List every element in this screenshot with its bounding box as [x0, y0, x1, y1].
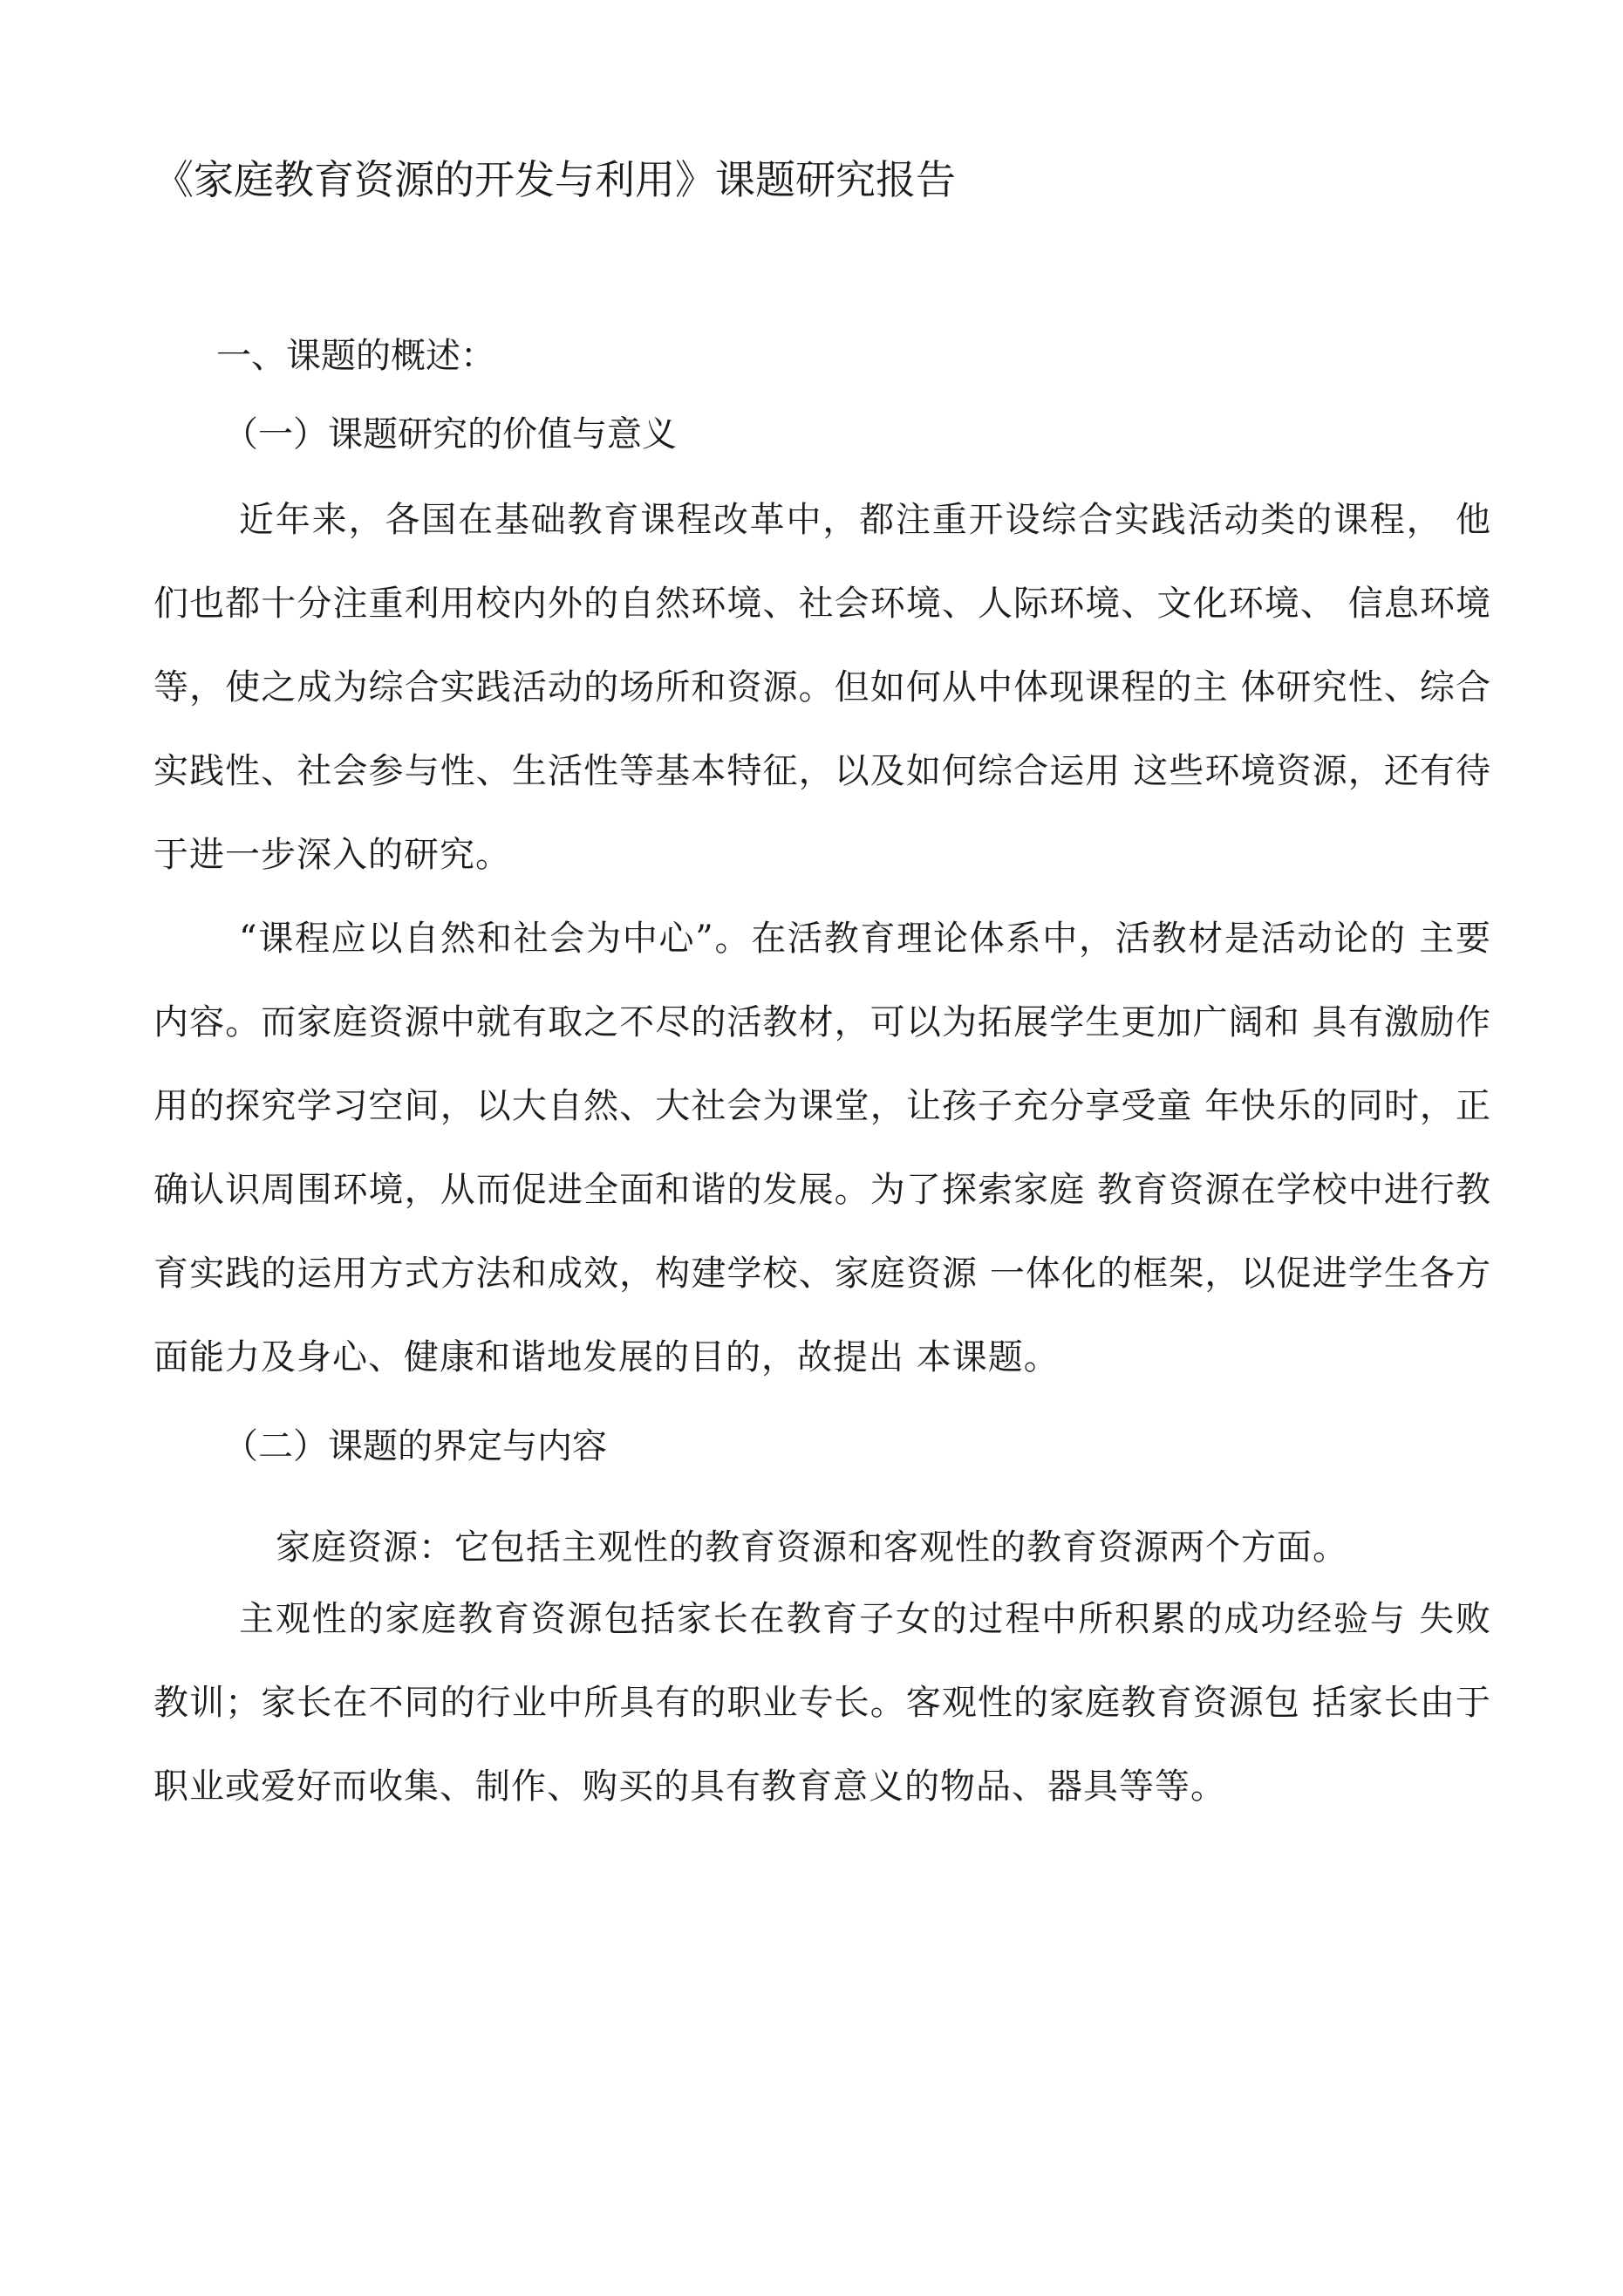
paragraph-resource-types: 主观性的家庭教育资源包括家长在教育子女的过程中所积累的成功经验与 失败教训；家长在不同的行业中所具有的职业专长。客观性的家庭教育资源包 括家长由于职业或爱好而收集、制作、购买的具有教育意义的物品、器具等等。	[153, 1599, 1491, 1807]
document-title: 《家庭教育资源的开发与利用》课题研究报告	[153, 156, 956, 203]
paragraph-rationale: “课程应以自然和社会为中心”。在活教育理论体系中，活教材是活动论的 主要内容。而家庭资源中就有取之不尽的活教材，可以为拓展学生更加广阔和 具有激励作用的探究学习空间，以大自然、大社会为课堂，让孩子充分享受童 年快乐的同时，正确认识周围环境，从而促进全面和谐的发展。为了探索家庭 教育资源在学校中进行教育实践的运用方式方法和成效，构建学校、家庭资源 一体化的框架，以促进学生各方面能力及身心、健康和谐地发展的目的，故提出 本课题。	[153, 919, 1491, 1377]
subsection-heading-value: （一）课题研究的价值与意义	[223, 414, 677, 454]
section-heading-overview: 一、课题的概述：	[216, 336, 495, 376]
paragraph-definition: 家庭资源：它包括主观性的教育资源和客观性的教育资源两个方面。	[276, 1527, 1348, 1568]
subsection-heading-definition: （二）课题的界定与内容	[223, 1426, 607, 1466]
paragraph-background: 近年来，各国在基础教育课程改革中，都注重开设综合实践活动类的课程， 他们也都十分注重利用校内外的自然环境、社会环境、人际环境、文化环境、 信息环境等，使之成为综合实践活动的场所和资源。但如何从中体现课程的主 体研究性、综合实践性、社会参与性、生活性等基本特征，以及如何综合运用 这些环境资源，还有待于进一步深入的研究。	[153, 500, 1491, 875]
